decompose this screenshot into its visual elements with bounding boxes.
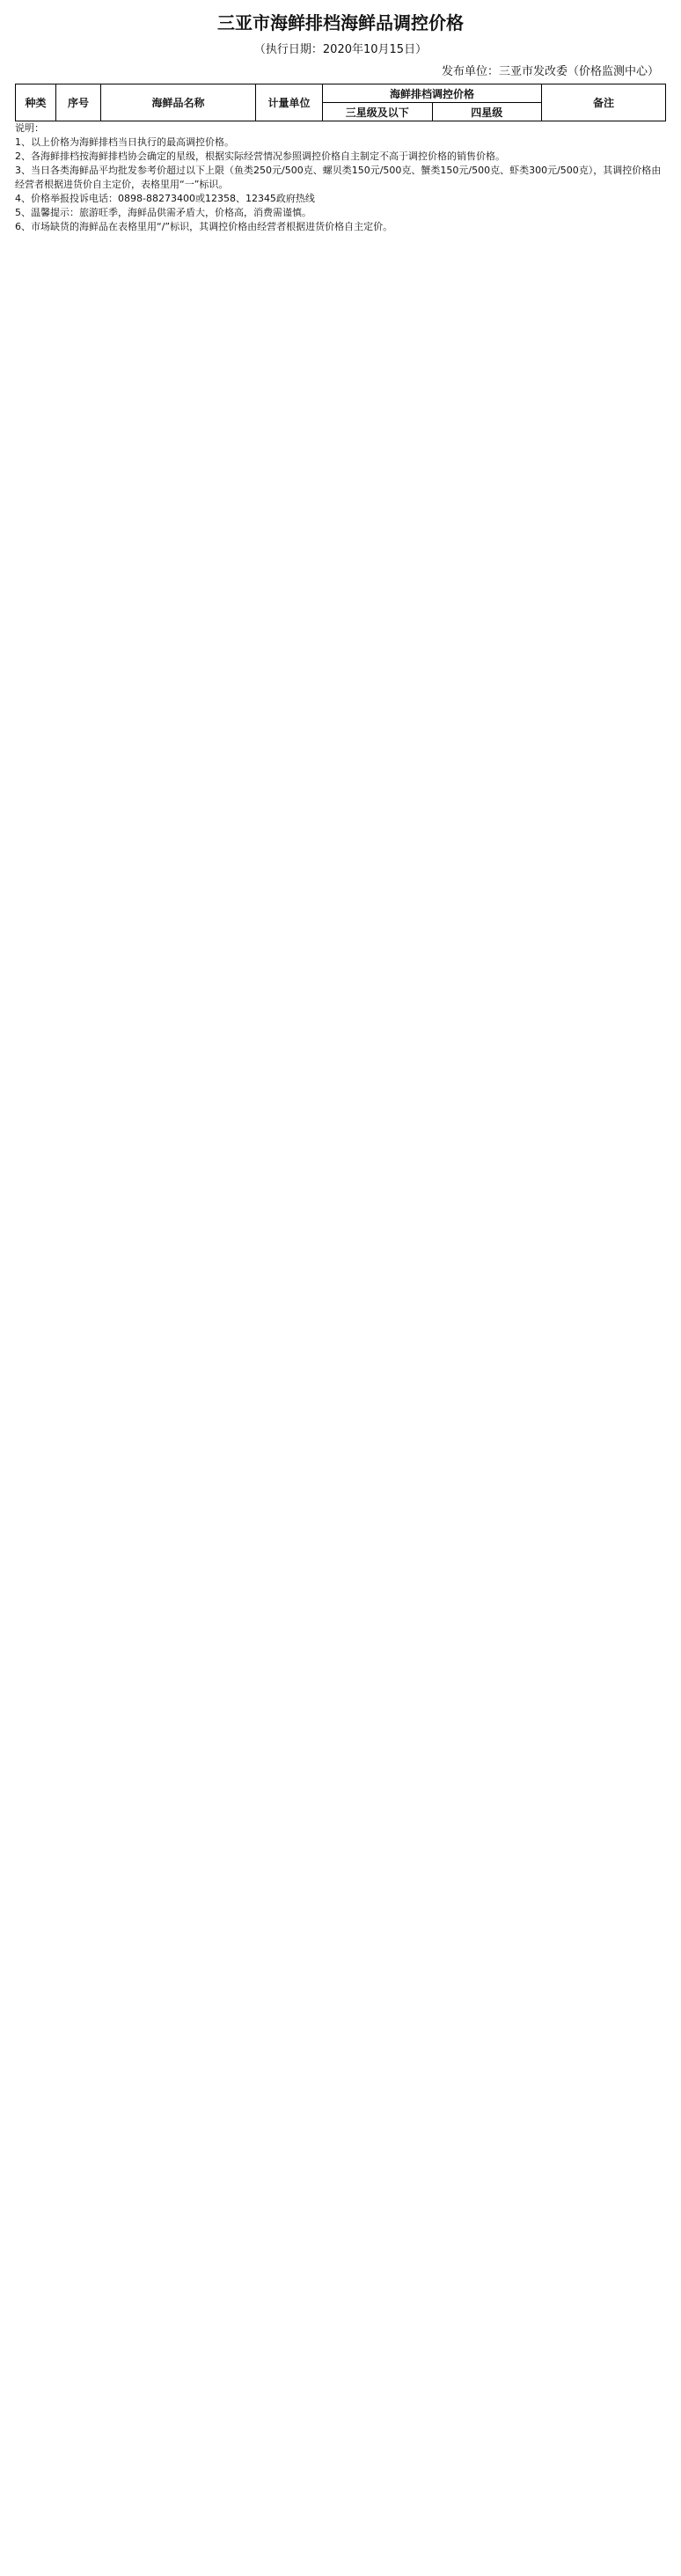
notes-title: 说明：	[15, 122, 44, 134]
col-tier4: 四星级	[432, 103, 542, 121]
col-note: 备注	[542, 84, 666, 121]
col-category: 种类	[16, 84, 56, 121]
col-name: 海鲜品名称	[101, 84, 256, 121]
page-subtitle: （执行日期：2020年10月15日）	[253, 43, 428, 56]
col-unit: 计量单位	[256, 84, 323, 121]
notes	[15, 121, 666, 234]
price-table	[15, 84, 666, 121]
notes-line: 3、当日各类海鲜品平均批发参考价超过以下上限（鱼类250元/500克、螺贝类150元/500克、蟹类150元/500克、虾类300元/500克），其调控价格由经营者根据进货价自主定价，表格里用“一”标识。	[15, 165, 662, 190]
col-tier3: 三星级及以下	[323, 103, 433, 121]
publisher: 发布单位：三亚市发改委（价格监测中心）	[441, 65, 659, 78]
notes-line: 4、价格举报投诉电话：0898-88273400或12358、12345政府热线	[15, 193, 315, 204]
notes-line: 5、温馨提示：旅游旺季，海鲜品供需矛盾大，价格高，消费需谨慎。	[15, 207, 311, 218]
col-price-group: 海鲜排档调控价格	[323, 84, 542, 103]
col-seq: 序号	[56, 84, 101, 121]
notes-line: 1、以上价格为海鲜排档当日执行的最高调控价格。	[15, 136, 234, 148]
page-title: 三亚市海鲜排档海鲜品调控价格	[217, 12, 464, 33]
notes-line: 6、市场缺货的海鲜品在表格里用“/”标识，其调控价格由经营者根据进货价格自主定价。	[15, 221, 393, 232]
notes-line: 2、各海鲜排档按海鲜排档协会确定的星级，根据实际经营情况参照调控价格自主制定不高于调控价格的销售价格。	[15, 150, 505, 162]
